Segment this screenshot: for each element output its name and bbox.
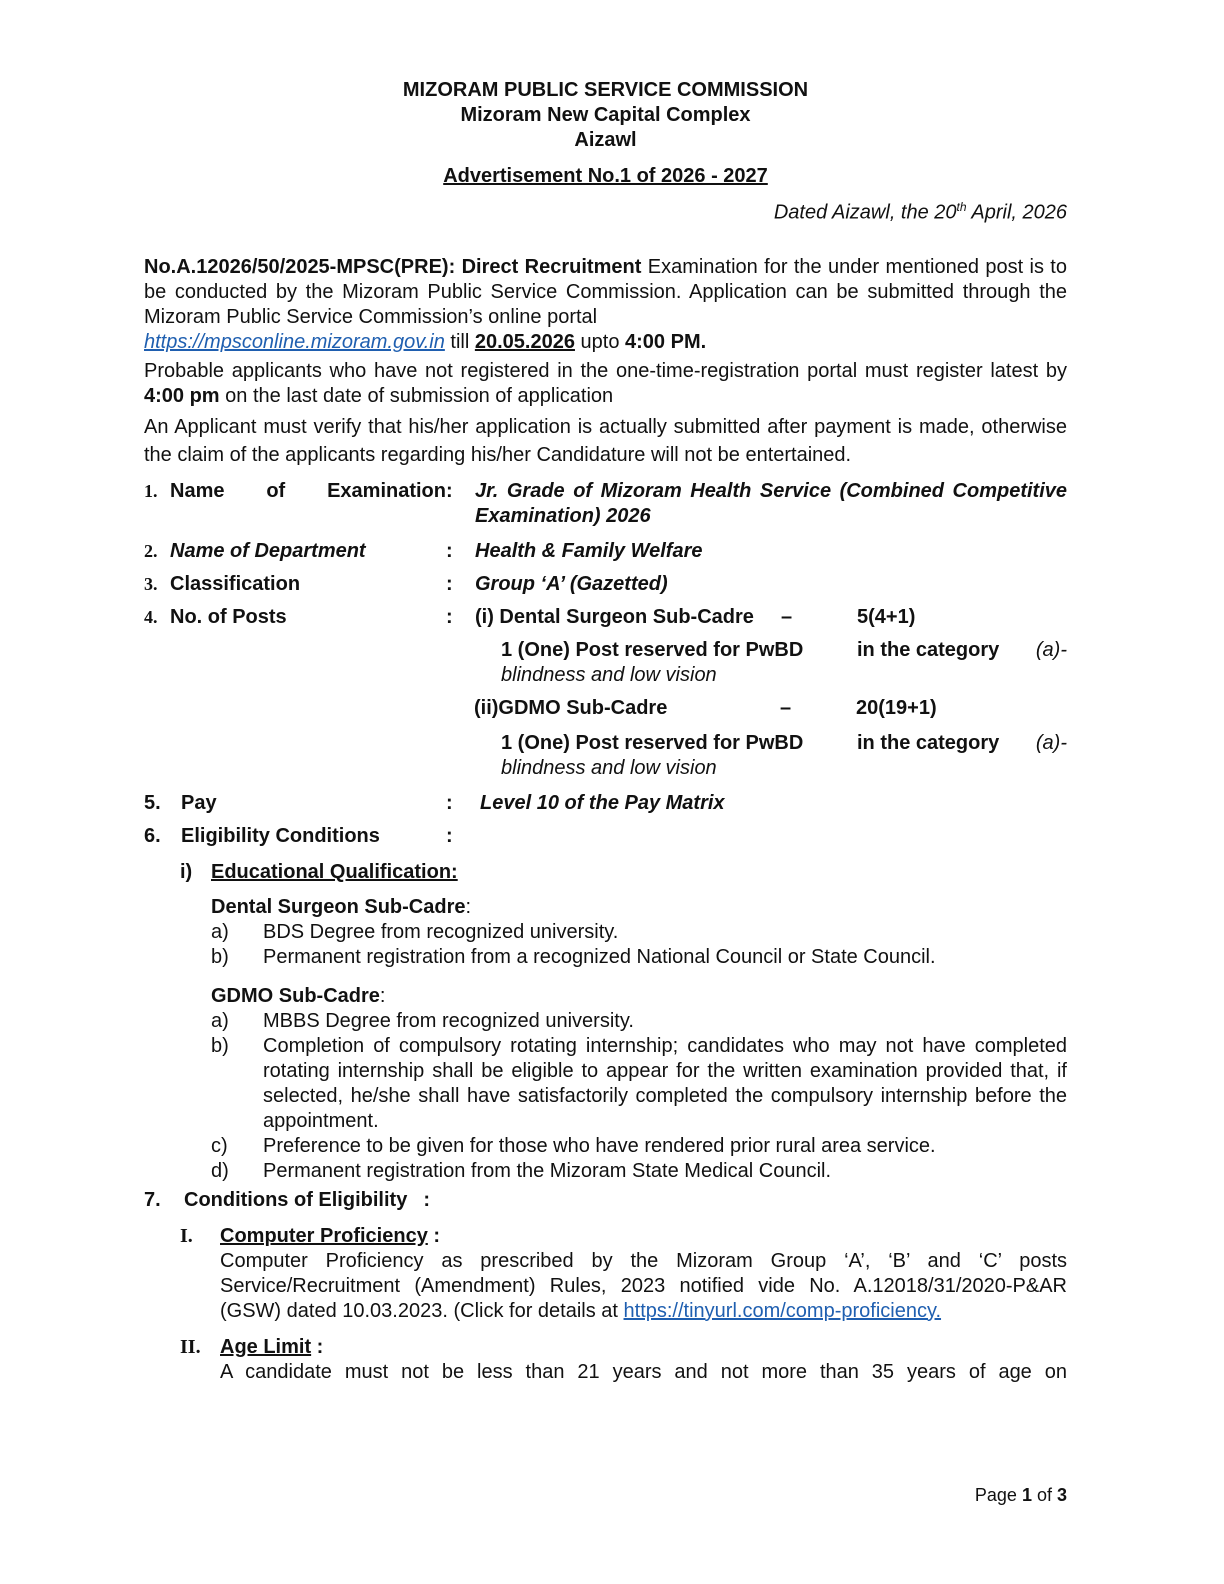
post-dental: (i) Dental Surgeon Sub-Cadre – 5(4+1) [475,605,916,628]
list-marker: a) [211,920,229,943]
org-city: Aizawl [574,129,637,151]
list-item [211,1159,1067,1184]
computer-proficiency-text: Computer Proficiency as prescribed by the Mizoram Group ‘A’, ‘B’ and ‘C’ posts Service/Recruitment (Amendment) Rules, 2023 notified vide No. A.12018/31/2020-P&AR (GSW) dated 10.03.2023. (Click for details at https://tinyurl.com/comp-proficiency. [220,1249,1067,1322]
list-text: Permanent registration from the Mizoram State Medical Council. [263,1159,832,1182]
list-marker: a) [211,1009,229,1032]
document-page [144,78,1067,1385]
list-marker: d) [211,1159,229,1182]
portal-link[interactable]: https://mpsconline.mizoram.gov.in [144,330,445,353]
item-posts: 4. No. of Posts : (i) Dental Surgeon Sub-Cadre – 5(4+1) [144,605,1067,630]
header-block [144,78,1067,153]
page-number: Page 1 of 3 [974,1485,1067,1505]
org-address: Mizoram New Capital Complex [460,104,751,126]
list-item [211,1134,1067,1159]
list-item [211,1009,1067,1034]
list-text: MBBS Degree from recognized university. [263,1009,634,1032]
list-marker: c) [211,1134,228,1157]
list-marker: b) [211,1034,229,1057]
list-item [211,1034,1067,1134]
item-department: 2. Name of Department : Health & Family Welfare [144,539,703,562]
list-text: Preference to be given for those who have rendered prior rural area service. [263,1134,936,1157]
item-classification: 3. Classification : Group ‘A’ (Gazetted) [144,572,668,595]
org-name: MIZORAM PUBLIC SERVICE COMMISSION [402,79,809,101]
intro-paragraph: No.A.12026/50/2025-MPSC(PRE): Direct Recruitment Examination for the under mentioned post is to be conducted by the Mizoram Public Service Commission. Application can be submitted through the Mizoram Public Service Commission’s online portal https://mpsconline.mizoram.gov.in till 20.05.2026 upto 4:00 PM. [144,255,1067,353]
dental-title: Dental Surgeon Sub-Cadre: [211,895,472,918]
age-limit-heading: II. Age Limit : [180,1335,324,1358]
item-pay: 5. Pay : Level 10 of the Pay Matrix [144,791,725,814]
comp-proficiency-link[interactable]: https://tinyurl.com/comp-proficiency. [623,1299,942,1322]
list-marker: b) [211,945,229,968]
post-gdmo-reservation: 1 (One) Post reserved for PwBD in the category (a)- blindness and low vision [501,731,1067,779]
dated-line: Dated Aizawl, the 20th April, 2026 [773,200,1067,224]
list-item [211,920,1067,945]
gdmo-list [144,1009,1067,1184]
dental-list [144,920,1067,970]
list-text: Completion of compulsory rotating internship; candidates who may not have completed rotating internship shall be eligible to appear for the written examination provided that, if selected, he/she shall have satisfactorily completed the compulsory internship before the appointment. [263,1034,1067,1132]
educational-qualification-heading: i) Educational Qualification: [180,860,458,883]
registration-paragraph: Probable applicants who have not registered in the one-time-registration portal must register latest by 4:00 pm on the last date of submission of application [144,359,1067,407]
post-dental-reservation: 1 (One) Post reserved for PwBD in the category (a)- blindness and low vision [501,638,1067,686]
post-gdmo: (ii)GDMO Sub-Cadre – 20(19+1) [474,696,937,719]
item-examination: 1. Name of Examination : Jr. Grade of Mizoram Health Service (Combined Competitive Examination) 2026 [144,479,1067,527]
item-eligibility: 6. Eligibility Conditions : [144,824,453,847]
gdmo-title: GDMO Sub-Cadre: [211,984,386,1007]
conditions-heading: 7. Conditions of Eligibility : [144,1188,430,1211]
list-item [211,945,1067,970]
last-date: 20.05.2026 [474,330,575,353]
verification-paragraph: An Applicant must verify that his/her application is actually submitted after payment is made, otherwise the claim of the applicants regarding his/her Candidature will not be entertained. [144,415,1067,466]
list-text: Permanent registration from a recognized National Council or State Council. [263,945,936,968]
age-limit-text: A candidate must not be less than 21 years and not more than 35 years of age on [220,1360,1067,1383]
list-text: BDS Degree from recognized university. [263,920,619,943]
computer-proficiency-heading: I. Computer Proficiency : [180,1224,441,1247]
advertisement-title: Advertisement No.1 of 2026 - 2027 [443,165,768,187]
